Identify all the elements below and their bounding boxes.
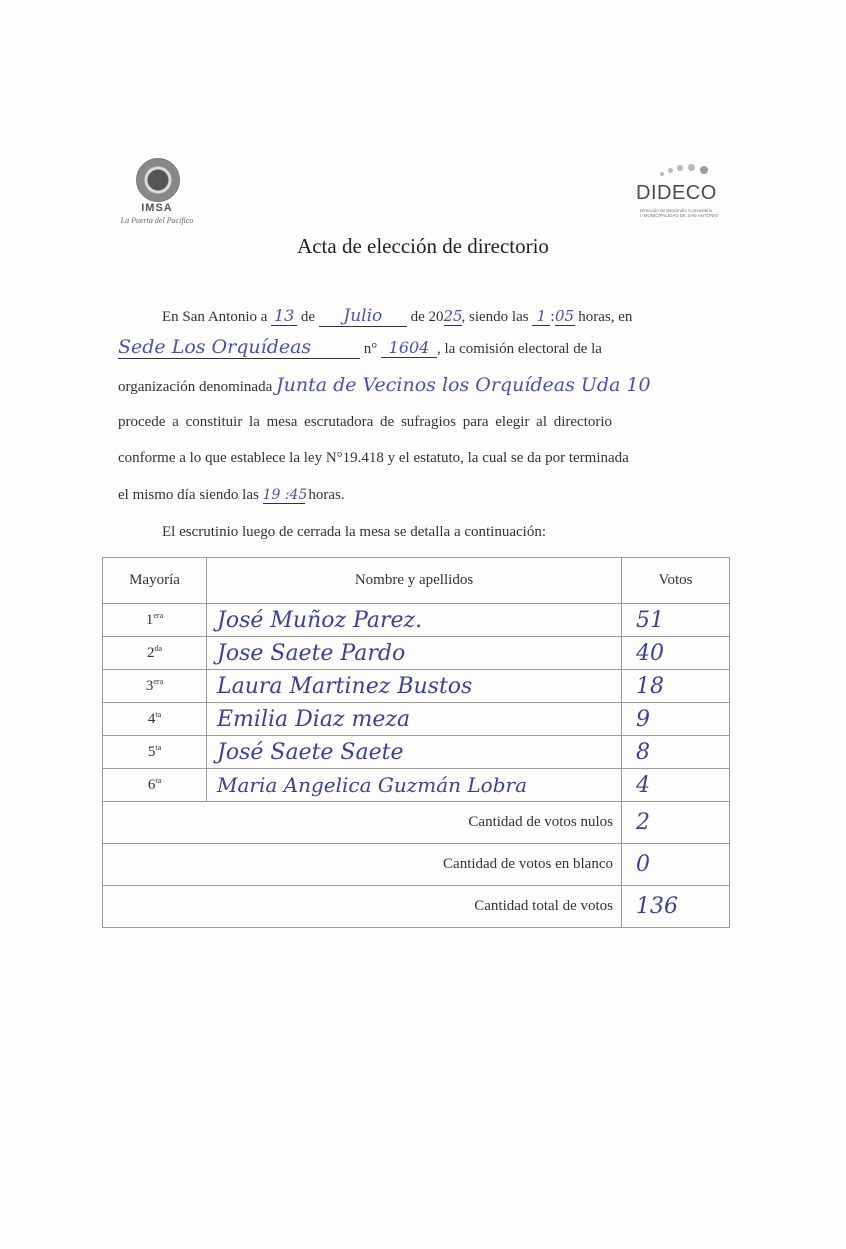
table-row <box>103 670 730 703</box>
candidate-name: José Muñoz Parez. <box>207 604 622 637</box>
table-row <box>103 637 730 670</box>
total-votes-row <box>103 886 730 928</box>
candidate-votes: 51 <box>622 604 730 637</box>
year-value: 25 <box>443 307 463 325</box>
candidate-votes: 18 <box>622 670 730 703</box>
header-votes: Votos <box>622 558 730 604</box>
end-time-value: 19 :45 <box>262 487 308 503</box>
total-votes-label: Cantidad total de votos <box>103 886 622 928</box>
hour-value: 1 <box>532 307 550 326</box>
place-value: Sede Los Orquídeas <box>118 336 360 359</box>
null-votes-label: Cantidad de votos nulos <box>103 802 622 844</box>
paragraph-line-6: el mismo día siendo las 19 :45 horas. <box>118 487 345 503</box>
paragraph-line-4: procede a constituir la mesa escrutadora de sufragios para elegir al directorio <box>118 414 613 430</box>
table-row <box>103 769 730 802</box>
blank-votes-value: 0 <box>622 844 730 886</box>
candidate-name: Maria Angelica Guzmán Lobra <box>207 769 622 802</box>
results-table <box>102 557 730 928</box>
rank-cell: $5^{ta}$ <box>103 736 207 769</box>
paragraph-line-1: En San Antonio a 13 de Julio de 2025, siendo las 1 :05 horas, en <box>162 306 633 326</box>
candidate-votes: 40 <box>622 637 730 670</box>
table-row <box>103 703 730 736</box>
candidate-votes: 8 <box>622 736 730 769</box>
header-name: Nombre y apellidos <box>207 558 622 604</box>
number-value: 1604 <box>381 338 437 358</box>
candidate-votes: 4 <box>622 769 730 802</box>
candidate-name: Laura Martinez Bustos <box>207 670 622 703</box>
null-votes-value: 2 <box>622 802 730 844</box>
dideco-dots-icon <box>660 160 720 180</box>
imsa-logo <box>112 158 202 228</box>
table-header-row <box>103 558 730 604</box>
rank-cell: $4^{ta}$ <box>103 703 207 736</box>
dideco-logo <box>636 160 728 220</box>
dideco-brand: DIDECO <box>636 182 717 204</box>
blank-votes-label: Cantidad de votos en blanco <box>103 844 622 886</box>
candidate-votes: 9 <box>622 703 730 736</box>
month-value: Julio <box>319 306 407 327</box>
minute-value: 05 <box>554 307 575 325</box>
paragraph-line-5: conforme a lo que establece la ley N°19.418 y el estatuto, la cual se da por terminada <box>118 450 629 466</box>
imsa-brand: IMSA <box>141 202 173 214</box>
rank-cell: $1^{era}$ <box>103 604 207 637</box>
blank-votes-row <box>103 844 730 886</box>
organization-value: Junta de Vecinos los Orquídeas Uda 10 <box>276 374 651 396</box>
rank-cell: $2^{da}$ <box>103 637 207 670</box>
total-votes-value: 136 <box>622 886 730 928</box>
table-row <box>103 736 730 769</box>
candidate-name: José Saete Saete <box>207 736 622 769</box>
header-rank: Mayoría <box>103 558 207 604</box>
table-row <box>103 604 730 637</box>
rank-cell: $3^{era}$ <box>103 670 207 703</box>
table-intro: El escrutinio luego de cerrada la mesa se detalla a continuación: <box>162 524 547 540</box>
rank-cell: $6^{ta}$ <box>103 769 207 802</box>
imsa-tagline: La Puerta del Pacífico <box>120 216 194 225</box>
document-title: Acta de elección de directorio <box>297 234 549 258</box>
paragraph-line-3: organización denominada Junta de Vecinos los Orquídeas Uda 10 <box>118 374 651 396</box>
dideco-subtitle: Dirección de Desarrollo Comunitario I. MUNICIPALIDAD DE SAN ANTONIO <box>640 208 719 218</box>
null-votes-row <box>103 802 730 844</box>
imsa-emblem-icon <box>136 158 180 202</box>
day-value: 13 <box>271 306 297 326</box>
candidate-name: Emilia Diaz meza <box>207 703 622 736</box>
candidate-name: Jose Saete Pardo <box>207 637 622 670</box>
paragraph-line-2: Sede Los Orquídeas n° 1604 , la comisión electoral de la <box>118 336 602 358</box>
